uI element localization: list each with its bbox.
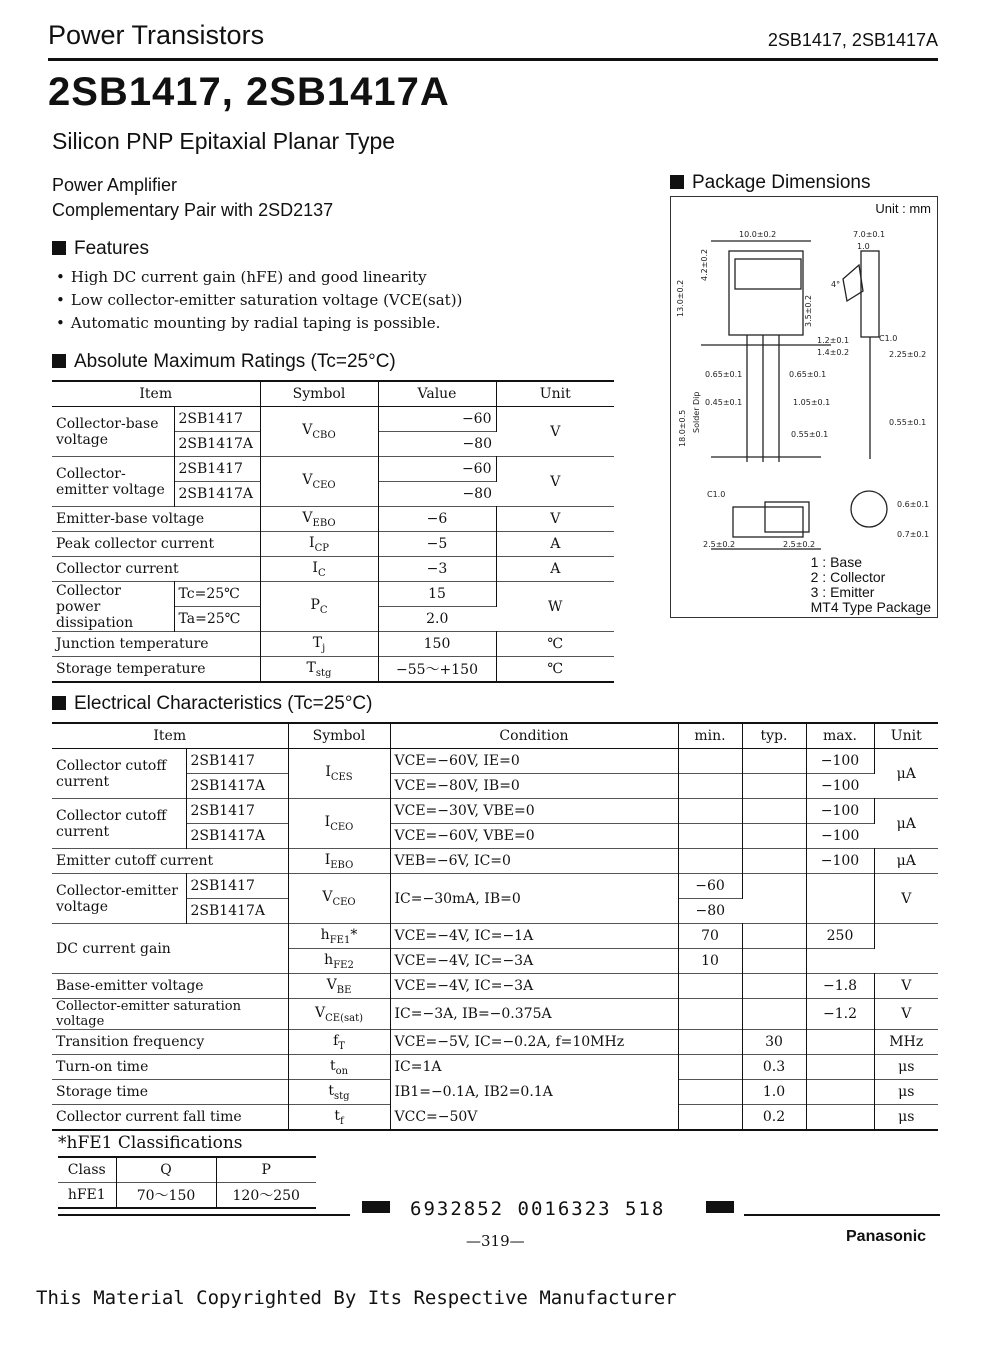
ec-max: −100 [806,799,874,824]
square-bullet-icon [670,175,684,189]
ec-symbol: $I_{CES}$ [288,749,390,799]
square-bullet-icon [52,696,66,710]
amr-item: Peak collector current [52,532,260,557]
amr-unit: V [496,407,614,457]
amr-item: Emitter-base voltage [52,507,260,532]
dim-label: 4.2±0.2 [700,248,709,281]
dim-label: 0.55±0.1 [791,430,829,439]
amr-symbol: $V_{CEO}$ [260,457,378,507]
ec-symbol: $f_T$ [288,1030,390,1055]
ec-subitem: 2SB1417A [186,824,288,849]
dim-label: 0.65±0.1 [789,370,827,379]
dim-label: 0.65±0.1 [705,370,743,379]
ec-condition: VCE=−4V, IC=−1A [390,924,678,949]
ec-subitem: 2SB1417 [186,749,288,774]
ec-col-header: min. [678,723,742,749]
ec-item: Collector-emitter voltage [52,874,186,924]
dim-label: 1.05±0.1 [793,398,831,407]
amr-heading-text: Absolute Maximum Ratings (Tc=25°C) [74,351,396,372]
amr-symbol: $I_C$ [260,557,378,582]
table-row [52,532,614,557]
amr-subitem: Tc=25℃ [174,582,260,607]
ec-symbol: $V_{CEO}$ [288,874,390,924]
ec-subitem: 2SB1417 [186,874,288,899]
ec-unit: μs [874,1105,938,1131]
ec-item: Collector cutoff current [52,749,186,799]
ec-item: Storage time [52,1080,288,1105]
amr-value: −80 [378,482,496,507]
ec-condition: VCE=−30V, VBE=0 [390,799,678,824]
amr-unit: A [496,557,614,582]
table-row [52,1055,938,1080]
table-row [52,749,938,774]
amr-subitem: 2SB1417 [174,457,260,482]
amr-symbol: $I_{CP}$ [260,532,378,557]
hfe-range: 120～250 [216,1183,316,1209]
dim-label: 0.45±0.1 [705,398,743,407]
feature-item: • Low collector-emitter saturation voltage (VCE(sat)) [56,289,462,312]
amr-subitem: 2SB1417A [174,482,260,507]
ec-symbol: $h_{FE2}$ [288,949,390,974]
ec-unit: μA [874,749,938,799]
package-outline-svg [671,197,937,617]
ec-max: −100 [806,849,874,874]
amr-value: −3 [378,557,496,582]
table-row [52,557,614,582]
table-row [52,1080,938,1105]
ec-min: 70 [678,924,742,949]
amr-item: Collector-base voltage [52,407,174,457]
dim-label: 1.4±0.2 [817,348,850,357]
amr-table [52,380,614,683]
amr-unit: V [496,457,614,507]
features-list [56,266,462,335]
ec-col-header: Item [52,723,288,749]
ec-unit: V [874,974,938,999]
amr-symbol: $V_{EBO}$ [260,507,378,532]
ec-col-header: Condition [390,723,678,749]
table-row [52,632,614,657]
dim-label: 1.0 [857,242,870,251]
ec-item: Collector-emitter saturation voltage [52,999,288,1030]
ec-condition: IB1=−0.1A, IB2=0.1A [390,1080,678,1105]
page-number: —319— [466,1232,525,1250]
ec-symbol: $I_{EBO}$ [288,849,390,874]
ec-condition: VEB=−6V, IC=0 [390,849,678,874]
ec-unit: μA [874,799,938,849]
dim-label: 1.2±0.1 [817,336,850,345]
table-row [52,874,938,899]
package-body-side [861,251,879,337]
pin-label: 2 : Collector [810,569,886,585]
ec-max: −1.2 [806,999,874,1030]
ec-item: DC current gain [52,924,288,974]
ec-symbol: $t_f$ [288,1105,390,1131]
ec-symbol: $t_{stg}$ [288,1080,390,1105]
pin-label: 1 : Base [810,554,862,570]
ec-unit: V [874,874,938,924]
ec-item: Collector current fall time [52,1105,288,1131]
ec-min: −80 [678,899,742,924]
table-row [52,657,614,683]
amr-value: −6 [378,507,496,532]
amr-unit: ℃ [496,632,614,657]
ec-col-header: max. [806,723,874,749]
amr-subitem: 2SB1417 [174,407,260,432]
ec-min: 10 [678,949,742,974]
header-part-number: 2SB1417, 2SB1417A [767,30,938,50]
amr-subitem: Ta=25℃ [174,607,260,632]
dim-label: C1.0 [879,334,898,343]
ec-subitem: 2SB1417A [186,774,288,799]
copyright-notice: This Material Copyrighted By Its Respective Manufacturer [36,1287,677,1309]
square-bullet-icon [52,354,66,368]
ec-typ: 0.3 [742,1055,806,1080]
features-heading-text: Features [74,238,149,259]
ec-max: −100 [806,749,874,774]
ec-condition: IC=1A [390,1055,678,1080]
amr-value: 150 [378,632,496,657]
amr-symbol: $T_j$ [260,632,378,657]
application-line: Power Amplifier [52,175,178,195]
amr-value: −60 [378,407,496,432]
dim-label: 13.0±0.2 [676,279,685,317]
dim-label: 2.5±0.2 [703,540,736,549]
page-subtitle: Silicon PNP Epitaxial Planar Type [52,128,396,154]
table-row [52,974,938,999]
ec-col-header: Unit [874,723,938,749]
table-row [52,457,614,482]
brand-logo: Panasonic [846,1228,927,1245]
pin-label: 3 : Emitter [810,584,875,600]
square-bullet-icon [52,241,66,255]
ec-item: Base-emitter voltage [52,974,288,999]
ec-symbol: $t_{on}$ [288,1055,390,1080]
amr-value: −5 [378,532,496,557]
ec-heading-text: Electrical Characteristics (Tc=25°C) [74,693,373,714]
amr-item: Junction temperature [52,632,260,657]
package-heading-text: Package Dimensions [692,172,871,193]
dim-label: 10.0±0.2 [739,230,777,239]
ec-item: Emitter cutoff current [52,849,288,874]
amr-item: Collector current [52,557,260,582]
dim-label: 2.25±0.2 [889,350,927,359]
hfe-heading: *hFE1 Classifications [58,1133,243,1153]
package-tab [735,259,801,289]
ec-typ: 30 [742,1030,806,1055]
dim-label: C1.0 [707,490,726,499]
package-heading [670,172,870,194]
package-unit: Unit : mm [875,201,931,216]
ec-heading [52,693,372,715]
amr-value: −60 [378,457,496,482]
ec-typ: 0.2 [742,1105,806,1131]
ec-unit: μA [874,849,938,874]
header-rule [48,58,938,61]
dim-label: Solder Dip [692,391,701,433]
amr-col-header: Item [52,381,260,407]
amr-item: Collector power dissipation [52,582,174,632]
ec-max: 250 [806,924,874,949]
table-row [52,999,938,1030]
page-title: 2SB1417, 2SB1417A [48,70,450,114]
ec-symbol: $V_{BE}$ [288,974,390,999]
amr-value: 15 [378,582,496,607]
ec-typ: 1.0 [742,1080,806,1105]
dim-label: 0.6±0.1 [897,500,930,509]
ec-condition: VCE=−4V, IC=−3A [390,949,678,974]
dim-label: 4° [831,280,841,289]
dim-label: 2.5±0.2 [783,540,816,549]
dim-label: 7.0±0.1 [853,230,886,239]
table-row [52,924,938,949]
table-row [52,507,614,532]
ec-item: Transition frequency [52,1030,288,1055]
barcode-block-left [362,1201,390,1213]
table-row [52,799,938,824]
ec-unit: μs [874,1055,938,1080]
ec-col-header: typ. [742,723,806,749]
table-row [58,1183,316,1209]
amr-heading [52,351,396,373]
ec-symbol: $V_{CE(sat)}$ [288,999,390,1030]
application-block [52,173,333,223]
table-row [52,1030,938,1055]
ec-max: −100 [806,774,874,799]
ec-condition: IC=−30mA, IB=0 [390,874,678,924]
amr-symbol: $P_C$ [260,582,378,632]
amr-symbol: $V_{CBO}$ [260,407,378,457]
ec-condition: VCE=−60V, IE=0 [390,749,678,774]
ec-item: Collector cutoff current [52,799,186,849]
features-heading [52,238,149,260]
amr-unit: W [496,582,614,632]
dim-label: 18.0±0.5 [678,409,687,447]
ec-condition: VCC=−50V [390,1105,678,1131]
amr-unit: V [496,507,614,532]
feature-item: • High DC current gain (hFE) and good linearity [56,266,462,289]
hfe-range: 70～150 [116,1183,216,1209]
ec-unit: V [874,999,938,1030]
ec-symbol: $h_{FE1}*$ [288,924,390,949]
ec-condition: VCE=−60V, VBE=0 [390,824,678,849]
dim-label: 0.55±0.1 [889,418,927,427]
amr-item: Collector-emitter voltage [52,457,174,507]
amr-unit: ℃ [496,657,614,683]
amr-unit: A [496,532,614,557]
table-row [52,1105,938,1131]
ec-condition: VCE=−5V, IC=−0.2A, f=10MHz [390,1030,678,1055]
package-drawing [670,196,938,618]
ec-item: Turn-on time [52,1055,288,1080]
package-type: MT4 Type Package [810,599,931,615]
dim-label: 0.7±0.1 [897,530,930,539]
ec-subitem: 2SB1417A [186,899,288,924]
amr-col-header: Unit [496,381,614,407]
package-body-front [729,251,803,335]
table-row [52,849,938,874]
amr-col-header: Value [378,381,496,407]
footer-rule-right [744,1214,940,1216]
hfe-row-label: hFE1 [58,1183,116,1209]
ec-condition: IC=−3A, IB=−0.375A [390,999,678,1030]
ec-max: −1.8 [806,974,874,999]
amr-value: −80 [378,432,496,457]
table-row [58,1157,316,1183]
footer-rule-left [58,1214,350,1216]
header-category: Power Transistors [48,20,265,50]
lead-section-circle [851,491,887,527]
hfe-class: P [216,1157,316,1183]
barcode-block-right [706,1201,734,1213]
pin-legend [811,555,931,615]
amr-col-header: Symbol [260,381,378,407]
hfe-class-label: Class [58,1157,116,1183]
ec-min: −60 [678,874,742,899]
ec-symbol: $I_{CEO}$ [288,799,390,849]
table-row [52,582,614,607]
ec-subitem: 2SB1417 [186,799,288,824]
ec-col-header: Symbol [288,723,390,749]
ec-unit: μs [874,1080,938,1105]
package-side-tab [843,265,863,301]
ec-condition: VCE=−4V, IC=−3A [390,974,678,999]
amr-value: −55～+150 [378,657,496,683]
hfe-class: Q [116,1157,216,1183]
amr-subitem: 2SB1417A [174,432,260,457]
dim-label: 3.5±0.2 [804,294,813,327]
amr-item: Storage temperature [52,657,260,683]
ec-unit: MHz [874,1030,938,1055]
table-row [52,407,614,432]
ec-table [52,722,938,1131]
feature-item: • Automatic mounting by radial taping is possible. [56,312,462,335]
ec-condition: VCE=−80V, IB=0 [390,774,678,799]
amr-symbol: $T_{stg}$ [260,657,378,683]
ec-max: −100 [806,824,874,849]
application-line: Complementary Pair with 2SD2137 [52,200,334,220]
hfe-table [58,1156,316,1209]
barcode-text: 6932852 0016323 518 [410,1198,666,1220]
amr-value: 2.0 [378,607,496,632]
